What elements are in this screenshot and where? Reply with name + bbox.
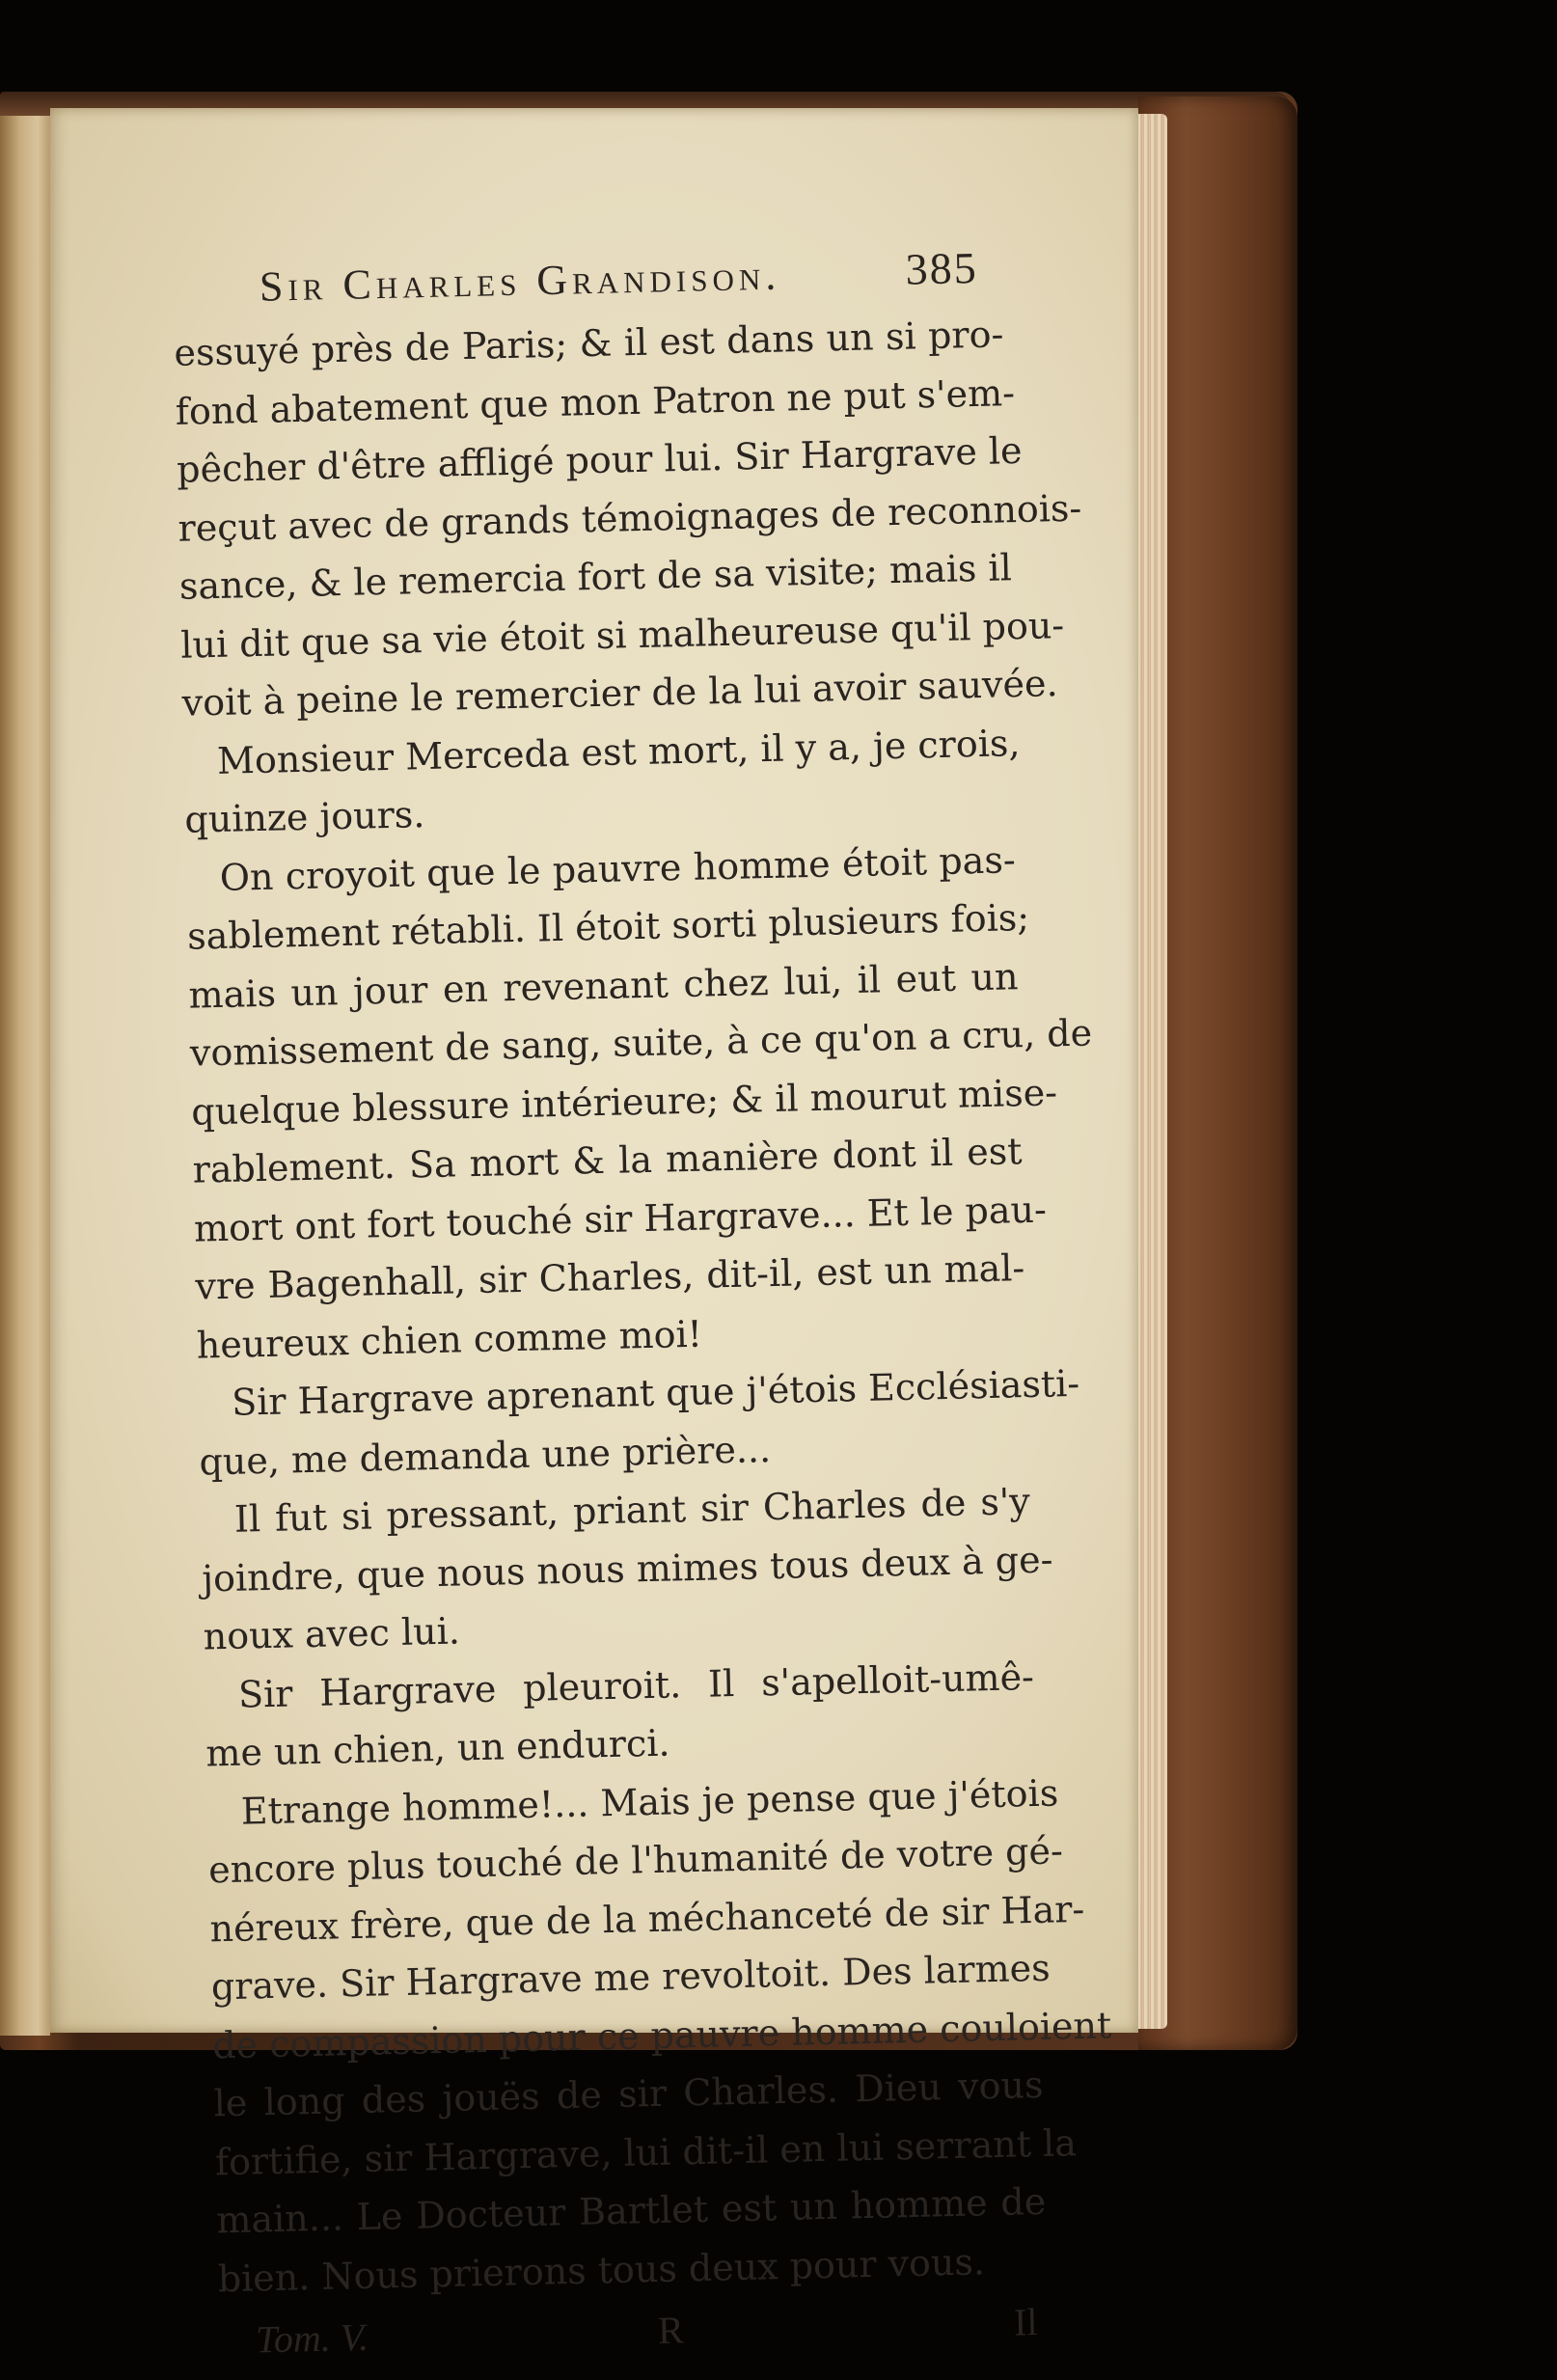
- text-block: [123, 228, 1112, 2380]
- body-text: [125, 305, 1112, 2309]
- text-line: heureux chien comme moi!: [196, 1312, 703, 1367]
- text-line: quelque blessure intérieure; & il mourut mise-: [190, 1070, 1058, 1134]
- text-line: quinze jours.: [183, 793, 425, 841]
- text-line: rablement. Sa mort & la manière dont il est: [192, 1130, 1023, 1191]
- text-line: néreux frère, que de la méchanceté de sir Har-: [209, 1887, 1085, 1950]
- catchword: Il: [1013, 2300, 1038, 2344]
- text-line: reçut avec de grands témoignages de reconnois-: [178, 486, 1082, 550]
- page-number: 385: [905, 242, 979, 294]
- text-line: sablement rétabli. Il étoit sorti plusieurs fois;: [186, 895, 1030, 958]
- signature-mark: R: [657, 2308, 685, 2352]
- text-line: mort ont fort touché sir Hargrave... Et le pau-: [193, 1188, 1048, 1250]
- running-head: Sir Charles Grandison.: [259, 251, 781, 311]
- volume-mark: Tom. V.: [255, 2314, 369, 2362]
- text-line: Etrange homme!... Mais je pense que j'étois: [240, 1770, 1059, 1833]
- text-line: noux avec lui.: [203, 1609, 461, 1658]
- text-line: Sir Hargrave pleuroit. Il s'apelloit-umê-: [237, 1655, 1035, 1716]
- text-line: me un chien, un endurci.: [205, 1721, 670, 1775]
- text-line: fortifie, sir Hargrave, lui dit-il en lui serrant la: [214, 2120, 1078, 2183]
- book-page: [50, 108, 1138, 2362]
- text-line: main... Le Docteur Bartlet est un homme de: [215, 2179, 1047, 2242]
- text-line: encore plus touché de l'humanité de votre gé-: [207, 1829, 1064, 1892]
- text-line: fond abatement que mon Patron ne put s'em-: [175, 370, 1016, 433]
- text-line: lui dit que sa vie étoit si malheureuse qu'il pou-: [179, 603, 1065, 667]
- text-line: voit à peine le remercier de la lui avoir sauvée.: [181, 662, 1058, 725]
- text-line: de compassion pour ce pauvre homme couloient: [211, 2003, 1112, 2066]
- facing-page-edge: [0, 116, 50, 2036]
- text-line: vre Bagenhall, sir Charles, dit-il, est un mal-: [194, 1246, 1025, 1308]
- text-line: grave. Sir Hargrave me revoltoit. Des larmes: [210, 1946, 1052, 2009]
- text-line: pêcher d'être affligé pour lui. Sir Hargrave le: [176, 428, 1024, 491]
- text-line: que, me demanda une prière...: [199, 1427, 772, 1484]
- text-line: bien. Nous prierons tous deux pour vous.: [217, 2239, 986, 2300]
- text-line: Il fut si pressant, priant sir Charles de s'y: [233, 1480, 1031, 1541]
- text-line: Sir Hargrave aprenant que j'étois Ecclésiasti-: [231, 1361, 1080, 1424]
- text-line: essuyé près de Paris; & il est dans un si pro-: [173, 313, 1004, 374]
- text-line: joindre, que nous nous mimes tous deux à ge-: [201, 1537, 1053, 1600]
- text-line: On croyoit que le pauvre homme étoit pas-: [219, 837, 1017, 899]
- text-line: sance, & le remercia fort de sa visite; mais il: [178, 546, 1013, 608]
- text-line: vomissement de sang, suite, à ce qu'on a cru, de: [189, 1011, 1093, 1075]
- text-line: le long des jouës de sir Charles. Dieu vous: [213, 2063, 1044, 2125]
- text-line: mais un jour en revenant chez lui, il eut un: [188, 954, 1019, 1017]
- text-line: Monsieur Merceda est mort, il y a, je crois,: [216, 721, 1021, 782]
